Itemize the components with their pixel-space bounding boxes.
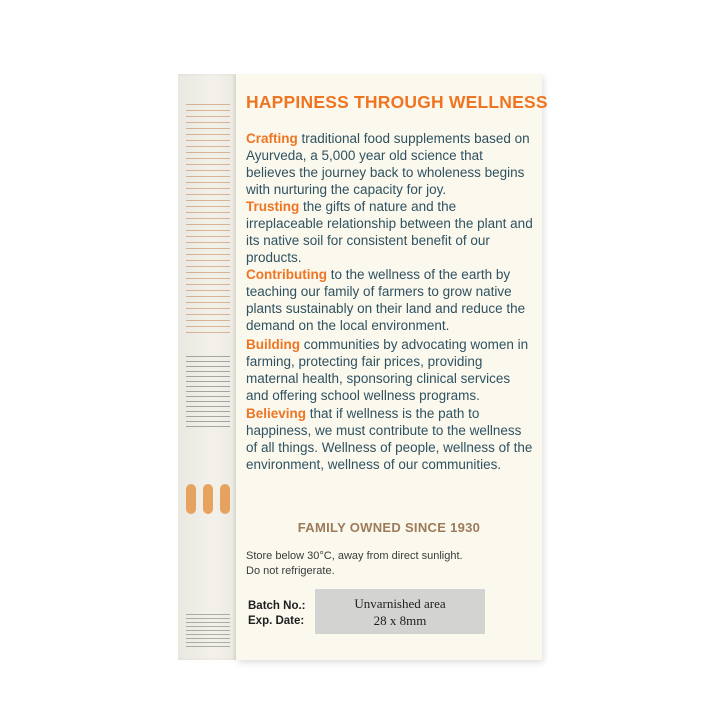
side-panel-text-block-2 <box>186 356 230 428</box>
paragraph-building <box>246 336 536 404</box>
paragraph-keyword: Trusting <box>246 199 300 214</box>
paragraph-text: communities by advocating women in farming, protecting fair prices, providing maternal health, sponsoring clinical services and offering school wellness programs. <box>246 337 529 403</box>
storage-line: Do not refrigerate. <box>246 565 335 577</box>
batch-number-label: Batch No.: <box>248 600 306 612</box>
side-panel-icons <box>186 484 230 524</box>
paragraph-crafting <box>246 130 536 198</box>
storage-line: Store below 30°C, away from direct sunlight. <box>246 550 463 562</box>
side-panel-text-block <box>186 104 230 334</box>
paragraph-keyword: Building <box>246 337 300 352</box>
paragraph-keyword: Crafting <box>246 131 298 146</box>
paragraph-text: the gifts of nature and the irreplaceable relationship between the plant and its native soil for consistent benefit of our products. <box>246 199 533 265</box>
storage-instructions <box>246 549 536 579</box>
headline: HAPPINESS THROUGH WELLNESS <box>246 92 548 112</box>
info-icon <box>220 484 230 514</box>
unvarnished-area-size: 28 x 8mm <box>373 612 427 628</box>
unvarnished-area-label: Unvarnished area <box>354 595 446 611</box>
info-icon <box>186 484 196 514</box>
family-owned-tagline: FAMILY OWNED SINCE 1930 <box>297 520 481 535</box>
paragraph-keyword: Contributing <box>246 267 327 282</box>
info-icon <box>203 484 213 514</box>
paragraph-text: traditional food supplements based on Ayurveda, a 5,000 year old science that believes the journey back to wholeness begins with nurturing the capacity for joy. <box>246 131 530 197</box>
side-panel-text-block-3 <box>186 614 230 650</box>
paragraph-trusting <box>246 198 536 266</box>
box-side-panel <box>178 74 236 660</box>
box-front-panel <box>236 74 548 660</box>
paragraph-text: that if wellness is the path to happiness, we must contribute to the wellness of all things. Wellness of people, wellness of the environment, wellness of our communities. <box>246 406 533 472</box>
paragraph-contributing <box>246 266 536 334</box>
expiry-date-label: Exp. Date: <box>248 615 305 627</box>
paragraph-keyword: Believing <box>246 406 307 421</box>
paragraph-text: to the wellness of the earth by teaching our family of farmers to grow native plants sustainably on their land and reduce the demand on the local environment. <box>246 267 526 333</box>
paragraph-believing <box>246 405 536 473</box>
unvarnished-area-box <box>315 589 485 634</box>
